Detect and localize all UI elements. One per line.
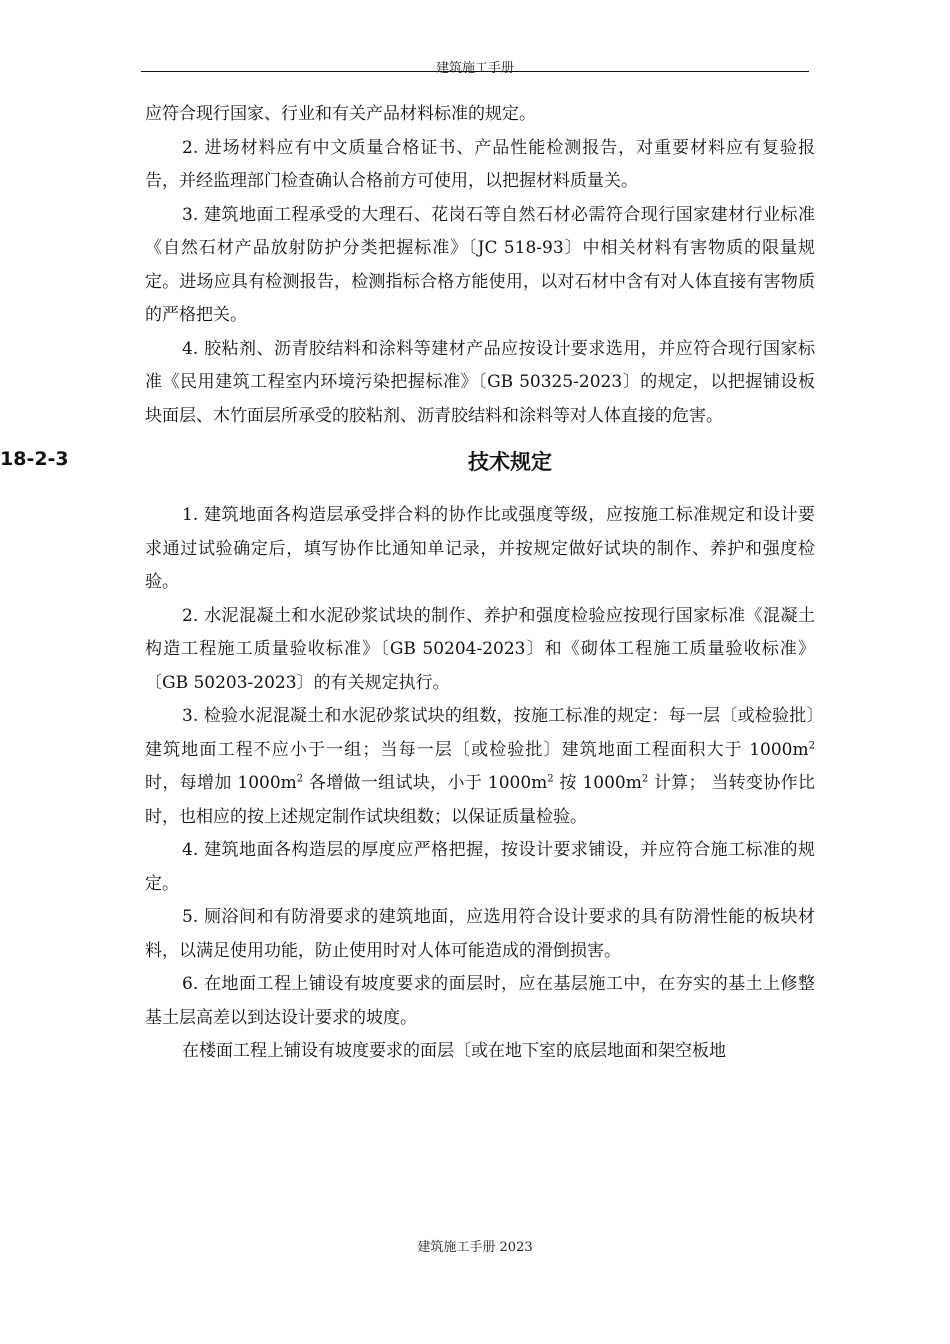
tech-item-3-text-c: 各增做一组试块，小于 1000m	[303, 773, 548, 793]
tech-item-3-text-b: 时，每增加 1000m	[145, 773, 297, 793]
paragraph-item-4: 4. 胶粘剂、沥青胶结料和涂料等建材产品应按设计要求选用，并应符合现行国家标准《民用建筑工程室内环境污染把握标准》〔GB 50325-2023〕的规定，以把握铺设板块面层、木竹面层所承受的胶粘剂、沥青胶结料和涂料等对人体直接的危害。	[145, 338, 815, 426]
page-header: 建筑施工手册	[435, 61, 514, 76]
page-footer: 建筑施工手册 2023	[417, 1240, 533, 1255]
paragraph-continuation: 应符合现行国家、行业和有关产品材料标准的规定。	[145, 104, 536, 124]
superscript-2: 2	[547, 773, 554, 785]
tech-item-6: 6. 在地面工程上铺设有坡度要求的面层时，应在基层施工中，在夯实的基土上修整基土层高差以到达设计要求的坡度。	[145, 974, 815, 1028]
superscript-2: 2	[641, 773, 649, 785]
tech-item-3-text-d: 按 1000m	[553, 773, 642, 793]
tech-item-3-text-a: 3. 检验水泥混凝土和水泥砂浆试块的组数，按施工标准的规定：每一层〔或检验批〕建筑地面工程不应小于一组；当每一层〔或检验批〕建筑地面工程面积大于 1000m	[145, 706, 815, 760]
section-title: 技术规定	[468, 450, 552, 474]
tech-item-5: 5. 厕浴间和有防滑要求的建筑地面，应选用符合设计要求的具有防滑性能的板块材料，以满足使用功能，防止使用时对人体可能造成的滑倒损害。	[145, 907, 815, 961]
paragraph-item-3: 3. 建筑地面工程承受的大理石、花岗石等自然石材必需符合现行国家建材行业标准《自然石材产品放射防护分类把握标准》〔JC 518-93〕中相关材料有害物质的限量规定。进场应具有检测报告，检测指标合格方能使用，以对石材中含有对人体直接有害物质的严格把关。	[145, 204, 815, 325]
header-rule	[141, 71, 809, 72]
section-number: 18-2-3	[0, 448, 69, 470]
paragraph-item-2: 2. 进场材料应有中文质量合格证书、产品性能检测报告，对重要材料应有复验报告，并经监理部门检查确认合格前方可使用，以把握材料质量关。	[145, 137, 815, 191]
tech-item-1: 1. 建筑地面各构造层承受拌合料的协作比或强度等级，应按施工标准规定和设计要求通过试验确定后，填写协作比通知单记录，并按规定做好试块的制作、养护和强度检验。	[145, 505, 815, 592]
tech-item-3	[145, 700, 815, 834]
tech-item-3-text-e: 计算； 当转变协作比时，也相应的按上述规定制作试块组数；以保证质量检验。	[145, 773, 815, 827]
section-heading	[0, 433, 950, 497]
tech-item-2: 2. 水泥混凝土和水泥砂浆试块的制作、养护和强度检验应按现行国家标准《混凝土构造工程施工质量验收标准》〔GB 50204-2023〕和《砌体工程施工质量验收标准》〔GB 50203-2023〕的有关规定执行。	[145, 605, 815, 693]
document-body	[0, 98, 815, 1069]
tech-item-4: 4. 建筑地面各构造层的厚度应严格把握，按设计要求铺设，并应符合施工标准的规定。	[145, 840, 815, 894]
paragraph-continues: 在楼面工程上铺设有坡度要求的面层〔或在地下室的底层地面和架空板地	[182, 1041, 726, 1061]
superscript-2: 2	[808, 739, 815, 751]
superscript-2: 2	[296, 773, 304, 785]
